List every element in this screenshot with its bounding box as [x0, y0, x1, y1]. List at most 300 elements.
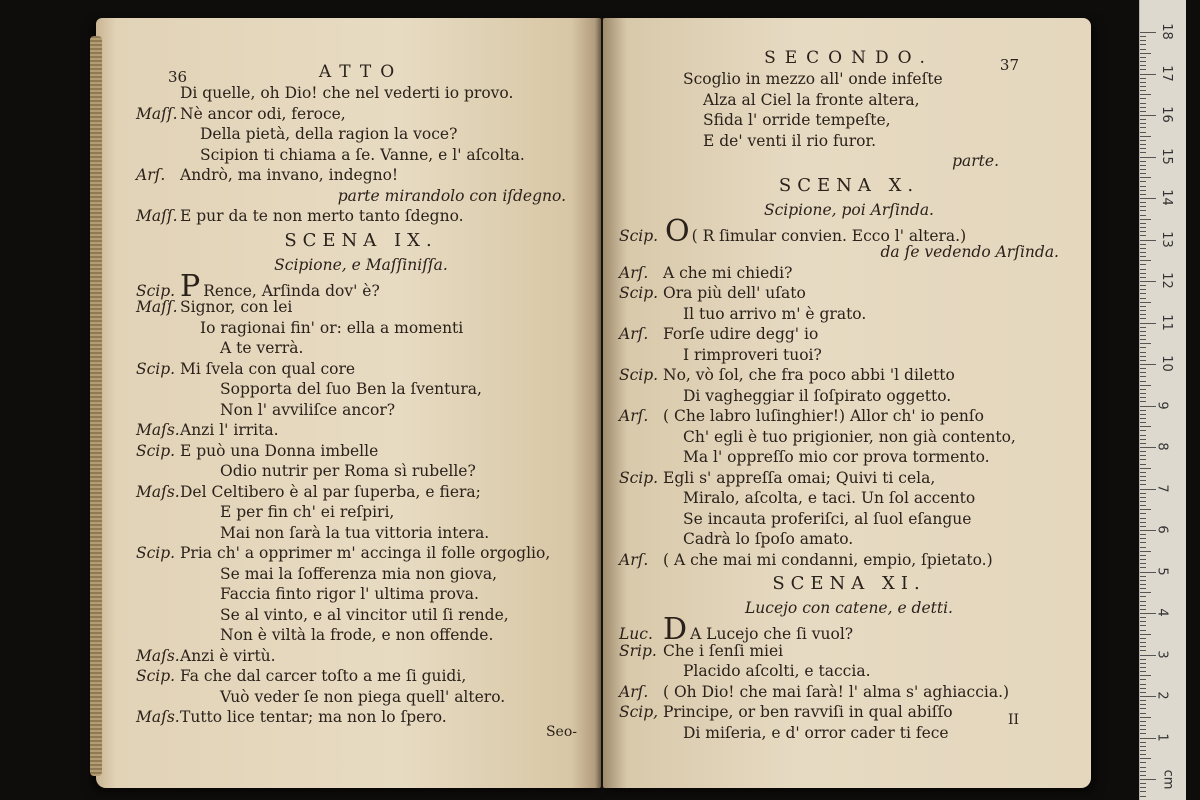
verse-text: ( Oh Dio! che mai ſarà! l' alma s' aghiaccia.): [663, 682, 1010, 701]
ruler-tick: [1140, 530, 1156, 531]
ruler-tick: [1140, 791, 1146, 792]
right-page-text: [619, 48, 1079, 743]
verse-text: No, vò ſol, che fra poco abbi 'l diletto: [663, 366, 955, 384]
verse-line: [136, 646, 586, 667]
ruler-number: 4: [1154, 608, 1170, 617]
speaker-label: Scip,: [619, 703, 659, 721]
ruler-tick: [1140, 414, 1146, 415]
verse-text: Nè ancor odi, feroce,: [180, 104, 346, 123]
ruler-number: 14: [1158, 189, 1174, 206]
ruler-tick: [1140, 401, 1146, 402]
verse-text: E pur da te non merto tanto ſdegno.: [180, 207, 464, 225]
stage-direction: da ſe vedendo Arſinda.: [880, 243, 1059, 261]
ruler-tick: [1140, 796, 1146, 797]
ruler-tick: [1140, 78, 1146, 79]
ruler-tick: [1140, 422, 1146, 423]
speaker-label: Arſ.: [619, 263, 649, 282]
ruler-tick: [1140, 493, 1146, 494]
verse-text: Se incauta proferiſci, al ſuol eſangue: [683, 509, 972, 528]
speaker-label: Scip.: [619, 284, 659, 302]
verse-text: Forſe udire degg' io: [663, 325, 819, 343]
ruler-tick: [1140, 65, 1146, 66]
ruler-tick: [1140, 285, 1146, 286]
verse-line: [619, 69, 1079, 90]
page-number-left: 36: [168, 68, 188, 86]
verse-text: Il tuo arrivo m' è grato.: [683, 304, 867, 323]
ruler-tick: [1140, 522, 1146, 523]
ruler-tick: [1140, 779, 1156, 780]
ruler-tick: [1140, 717, 1151, 718]
ruler-tick: [1140, 721, 1146, 722]
ruler-tick: [1140, 542, 1146, 543]
ruler-number: 15: [1158, 147, 1174, 165]
ruler-tick: [1140, 609, 1146, 610]
ruler-tick: [1140, 86, 1146, 87]
ruler-tick: [1140, 302, 1151, 303]
ruler-tick: [1140, 746, 1146, 747]
ruler-tick: [1140, 663, 1146, 664]
verse-line: [619, 641, 1079, 662]
ruler-tick: [1140, 501, 1146, 502]
measuring-ruler: [1139, 0, 1186, 800]
ruler-tick: [1140, 642, 1146, 643]
ruler-tick: [1140, 356, 1146, 357]
speaker-label: Scip.: [136, 281, 176, 300]
verse-line: [619, 110, 1079, 131]
ruler-tick: [1140, 621, 1146, 622]
ruler-tick: [1140, 281, 1156, 282]
ruler-tick: [1140, 659, 1146, 660]
ruler-tick: [1140, 115, 1156, 116]
ruler-tick: [1140, 161, 1146, 162]
ruler-tick: [1140, 783, 1146, 784]
verse-text: Mai non ſarà la tua vittoria intera.: [220, 523, 490, 542]
ruler-tick: [1140, 306, 1146, 307]
ruler-tick: [1140, 592, 1151, 593]
ruler-tick: [1140, 551, 1151, 552]
verse-text: Non è viltà la frode, e non offende.: [220, 626, 494, 644]
ruler-tick: [1140, 505, 1146, 506]
ruler-tick: [1140, 418, 1146, 419]
catchword: Seo-: [545, 724, 577, 740]
ruler-tick: [1140, 567, 1146, 568]
verse-text: Che i ſenſi miei: [663, 641, 784, 660]
ruler-tick: [1140, 625, 1146, 626]
ruler-tick: [1140, 198, 1156, 199]
ruler-number: 6: [1154, 525, 1170, 534]
ruler-tick: [1140, 742, 1146, 743]
ruler-tick: [1140, 684, 1146, 685]
speaker-label: Maſſ.: [136, 207, 178, 225]
verse-line: [619, 550, 1079, 571]
verse-line: [136, 564, 586, 585]
ruler-tick: [1140, 443, 1146, 444]
ruler-tick: [1140, 733, 1146, 734]
ruler-tick: [1140, 219, 1151, 220]
ruler-tick: [1140, 605, 1146, 606]
ruler-tick: [1140, 186, 1146, 187]
verse-text: Io ragionai fin' or: ella a momenti: [200, 318, 464, 337]
open-book: [96, 18, 1096, 788]
verse-text: Alza al Ciel la fronte altera,: [703, 90, 920, 109]
verse-line: [136, 124, 586, 145]
speaker-label: Maſs.: [136, 482, 180, 501]
ruler-tick: [1140, 177, 1151, 178]
verse-text: Del Celtibero è al par ſuperba, e fiera;: [180, 482, 481, 501]
ruler-tick: [1140, 244, 1146, 245]
verse-line: [136, 441, 586, 462]
speaker-label: Scip.: [619, 468, 659, 487]
ruler-tick: [1140, 771, 1146, 772]
ruler-tick: [1140, 36, 1146, 37]
verse-line: [619, 447, 1079, 468]
ruler-tick: [1140, 555, 1146, 556]
ruler-tick: [1140, 468, 1151, 469]
ruler-tick: [1140, 74, 1156, 75]
speaker-label: Scip.: [136, 359, 176, 378]
ruler-tick: [1140, 260, 1151, 261]
ruler-number: 7: [1154, 483, 1170, 493]
verse-line: [136, 625, 586, 646]
ruler-tick: [1140, 397, 1146, 398]
ruler-tick: [1140, 725, 1146, 726]
speaker-label: Scip.: [619, 366, 659, 384]
ruler-tick: [1140, 364, 1156, 365]
ruler-tick: [1140, 264, 1146, 265]
ruler-tick: [1140, 144, 1146, 145]
ruler-tick: [1140, 671, 1146, 672]
ruler-tick: [1140, 327, 1146, 328]
verse-text: E per fin ch' ei reſpiri,: [220, 503, 395, 521]
speaker-label: Arſ.: [136, 166, 166, 184]
verse-line: [136, 338, 586, 359]
verse-line: [136, 379, 586, 400]
ruler-tick: [1140, 318, 1146, 319]
drop-cap: D: [663, 612, 688, 647]
verse-line: [619, 682, 1079, 703]
signature-mark: II: [1007, 712, 1019, 728]
verse-line: [136, 400, 586, 421]
verse-text: A te verrà.: [220, 339, 304, 357]
ruler-tick: [1140, 708, 1146, 709]
ruler-tick: [1140, 352, 1146, 353]
ruler-tick: [1140, 704, 1146, 705]
verse-line: [619, 213, 1079, 249]
ruler-tick: [1140, 584, 1146, 585]
ruler-tick: [1140, 273, 1146, 274]
ruler-tick: [1140, 269, 1146, 270]
verse-text: Della pietà, della ragion la voce?: [200, 125, 458, 143]
ruler-tick: [1140, 32, 1156, 33]
ruler-tick: [1140, 44, 1146, 45]
ruler-tick: [1140, 277, 1146, 278]
ruler-tick: [1140, 563, 1146, 564]
ruler-tick: [1140, 343, 1151, 344]
verse-text: Rence, Arſinda dov' è?: [203, 281, 380, 300]
ruler-tick: [1140, 360, 1146, 361]
ruler-tick: [1140, 347, 1146, 348]
verse-line: [136, 145, 586, 166]
ruler-number: 17: [1158, 64, 1174, 82]
ruler-tick: [1140, 526, 1146, 527]
scene-title: SCENA IX.: [284, 229, 438, 251]
ruler-tick: [1140, 53, 1151, 54]
verse-text: Miralo, aſcolta, e taci. Un ſol accento: [683, 489, 976, 507]
ruler-tick: [1140, 464, 1146, 465]
verse-text: Tutto lice tentar; ma non lo ſpero.: [180, 708, 447, 726]
verse-text: ( R ſimular convien. Ecco l' altera.): [691, 226, 967, 245]
ruler-tick: [1140, 372, 1146, 373]
speaker-label: Arſ.: [619, 325, 649, 343]
verse-line: [619, 488, 1079, 509]
ruler-tick: [1140, 289, 1146, 290]
verse-line: [136, 206, 586, 227]
ruler-tick: [1140, 223, 1146, 224]
ruler-tick: [1140, 69, 1146, 70]
verse-text: Se mai la ſofferenza mia non giova,: [220, 564, 498, 583]
verse-text: Signor, con lei: [180, 298, 293, 316]
ruler-tick: [1140, 181, 1146, 182]
ruler-tick: [1140, 323, 1156, 324]
ruler-tick: [1140, 393, 1146, 394]
ruler-tick: [1140, 248, 1146, 249]
ruler-tick: [1140, 688, 1146, 689]
page-edges: [90, 36, 102, 776]
ruler-tick: [1140, 775, 1146, 776]
ruler-tick: [1140, 538, 1146, 539]
ruler-tick: [1140, 107, 1146, 108]
verse-text: Ma l' oppreſſo mio cor prova tormento.: [683, 448, 990, 466]
ruler-tick: [1140, 227, 1146, 228]
ruler-tick: [1140, 49, 1146, 50]
verse-text: A Lucejo che ſi vuol?: [690, 625, 854, 643]
ruler-tick: [1140, 98, 1146, 99]
verse-line: [136, 543, 586, 564]
speaker-label: Srip.: [619, 641, 657, 660]
ruler-tick: [1140, 700, 1146, 701]
verse-line: [619, 406, 1079, 427]
verse-text: Sopporta del ſuo Ben la ſventura,: [220, 380, 482, 398]
ruler-tick: [1140, 148, 1146, 149]
verse-text: Vuò veder ſe non piega quell' altero.: [220, 687, 506, 706]
ruler-tick: [1140, 90, 1146, 91]
speaker-label: Arſ.: [619, 407, 649, 425]
ruler-tick: [1140, 111, 1146, 112]
verse-text: Anzi l' irrita.: [180, 421, 279, 439]
ruler-tick: [1140, 576, 1146, 577]
verse-line: [619, 324, 1079, 345]
speaker-label: Luc.: [619, 625, 653, 643]
verse-line: [619, 283, 1079, 304]
verse-line: [136, 268, 586, 304]
ruler-tick: [1140, 430, 1146, 431]
scene-characters: Scipione, e Maſſiniſſa.: [274, 255, 448, 274]
ruler-tick: [1140, 596, 1146, 597]
ruler-tick: [1140, 410, 1146, 411]
stage-direction: parte mirandolo con iſdegno.: [337, 186, 566, 205]
ruler-tick: [1140, 215, 1146, 216]
verse-text: E può una Donna imbelle: [180, 441, 379, 460]
ruler-tick: [1140, 455, 1146, 456]
verse-line: [619, 131, 1079, 152]
scene-title: SCENA XI.: [772, 573, 926, 594]
speaker-label: Scip.: [619, 226, 659, 245]
ruler-tick: [1140, 638, 1146, 639]
ruler-tick: [1140, 368, 1146, 369]
verse-text: Di vagheggiar il ſoſpirato oggetto.: [683, 386, 952, 405]
verse-line: [136, 605, 586, 626]
speaker-label: Scip.: [136, 441, 176, 460]
ruler-tick: [1140, 787, 1146, 788]
ruler-number: 11: [1158, 313, 1174, 331]
verse-line: [619, 90, 1079, 111]
verse-text: Sfida l' orride tempeſte,: [703, 111, 891, 129]
verse-line: [619, 365, 1079, 386]
speaker-label: Arſ.: [619, 550, 649, 569]
ruler-tick: [1140, 40, 1146, 41]
ruler-tick: [1140, 339, 1146, 340]
ruler-tick: [1140, 713, 1146, 714]
ruler-tick: [1140, 762, 1146, 763]
left-page-text: [136, 62, 586, 728]
ruler-tick: [1140, 127, 1146, 128]
verse-text: Ora più dell' uſato: [663, 284, 806, 302]
speaker-label: Maſs.: [136, 708, 180, 726]
ruler-tick: [1140, 389, 1146, 390]
ruler-tick: [1140, 298, 1146, 299]
running-head-left: ATTO: [318, 62, 404, 82]
ruler-tick: [1140, 484, 1146, 485]
verse-line: [136, 461, 586, 482]
ruler-tick: [1140, 696, 1156, 697]
ruler-tick: [1140, 451, 1146, 452]
scene-characters: Scipione, poi Arſinda.: [764, 200, 934, 219]
ruler-tick: [1140, 580, 1146, 581]
verse-text: Andrò, ma invano, indegno!: [180, 166, 399, 184]
verse-line: [136, 687, 586, 708]
verse-line: [136, 104, 586, 125]
verse-text: Scoglio in mezzo all' onde infeſte: [683, 70, 943, 88]
ruler-tick: [1140, 646, 1146, 647]
verse-text: Anzi è virtù.: [180, 646, 276, 665]
verse-text: Placido aſcolti, e taccia.: [683, 662, 871, 680]
verse-text: A che mi chiedi?: [663, 263, 793, 282]
ruler-tick: [1140, 650, 1146, 651]
ruler-tick: [1140, 231, 1146, 232]
ruler-number: 9: [1154, 400, 1170, 410]
ruler-tick: [1140, 331, 1146, 332]
verse-text: Di miſeria, e d' orror cader ti fece: [683, 723, 949, 742]
ruler-tick: [1140, 509, 1151, 510]
ruler-tick: [1140, 335, 1146, 336]
ruler-tick: [1140, 559, 1146, 560]
ruler-tick: [1140, 667, 1146, 668]
verse-text: Di quelle, oh Dio! che nel vederti io provo.: [180, 84, 514, 102]
verse-text: Odio nutrir per Roma sì rubelle?: [220, 462, 476, 480]
ruler-tick: [1140, 767, 1146, 768]
ruler-tick: [1140, 140, 1146, 141]
ruler-tick: [1140, 534, 1146, 535]
ruler-tick: [1140, 136, 1151, 137]
ruler-number: 12: [1158, 272, 1174, 289]
page-number-right: 37: [999, 56, 1019, 74]
verse-line: [136, 297, 586, 318]
ruler-tick: [1140, 426, 1151, 427]
speaker-label: Scip.: [136, 667, 176, 685]
ruler-tick: [1140, 497, 1146, 498]
verse-text: ( Che labro luſinghier!) Allor ch' io penſo: [663, 407, 984, 425]
ruler-tick: [1140, 439, 1146, 440]
ruler-tick: [1140, 173, 1146, 174]
ruler-tick: [1140, 613, 1156, 614]
ruler-tick: [1140, 692, 1146, 693]
ruler-tick: [1140, 61, 1146, 62]
ruler-tick: [1140, 210, 1146, 211]
ruler-tick: [1140, 152, 1146, 153]
ruler-tick: [1140, 601, 1146, 602]
ruler-number: 1: [1154, 732, 1170, 742]
ruler-tick: [1140, 675, 1151, 676]
ruler-tick: [1140, 489, 1156, 490]
ruler-tick: [1140, 314, 1146, 315]
verse-line: [136, 523, 586, 544]
ruler-tick: [1140, 194, 1146, 195]
ruler-tick: [1140, 103, 1146, 104]
verse-text: Principe, or ben ravviſi in qual abiſſo: [663, 703, 953, 721]
ruler-number: 16: [1158, 106, 1174, 123]
ruler-tick: [1140, 630, 1146, 631]
ruler-number: 13: [1158, 230, 1174, 248]
ruler-tick: [1140, 750, 1146, 751]
ruler-tick: [1140, 132, 1146, 133]
ruler-number: 2: [1154, 691, 1170, 700]
ruler-tick: [1140, 472, 1146, 473]
ruler-tick: [1140, 572, 1156, 573]
ruler-number: 8: [1154, 442, 1170, 451]
ruler-tick: [1140, 157, 1156, 158]
verse-line: [619, 304, 1079, 325]
ruler-number: 10: [1158, 355, 1174, 372]
ruler-tick: [1140, 252, 1146, 253]
ruler-tick: [1140, 165, 1146, 166]
verse-line: [619, 661, 1079, 682]
verse-text: Scipion ti chiama a ſe. Vanne, e l' aſcolta.: [200, 145, 525, 164]
running-head-right: SECONDO.: [764, 48, 934, 68]
ruler-tick: [1140, 518, 1146, 519]
ruler-tick: [1140, 385, 1151, 386]
ruler-tick: [1140, 119, 1146, 120]
verse-line: [136, 83, 586, 104]
verse-line: [136, 666, 586, 687]
ruler-tick: [1140, 480, 1146, 481]
verse-text: Pria ch' a opprimer m' accinga il folle orgoglio,: [180, 544, 551, 562]
ruler-tick: [1140, 310, 1146, 311]
verse-line: [136, 165, 586, 186]
verse-line: [136, 584, 586, 605]
verse-text: Se al vinto, e al vincitor util ſi rende,: [220, 605, 509, 624]
ruler-number: 18: [1158, 23, 1174, 40]
verse-text: Faccia finto rigor l' ultima prova.: [220, 585, 479, 603]
right-page: [603, 18, 1091, 788]
verse-text: Mi ſvela con qual core: [180, 359, 356, 378]
verse-line: [136, 359, 586, 380]
ruler-tick: [1140, 655, 1156, 656]
drop-cap: O: [665, 213, 690, 249]
verse-line: [136, 502, 586, 523]
verse-line: [619, 612, 1079, 647]
ruler-tick: [1140, 57, 1146, 58]
verse-line: [619, 386, 1079, 407]
